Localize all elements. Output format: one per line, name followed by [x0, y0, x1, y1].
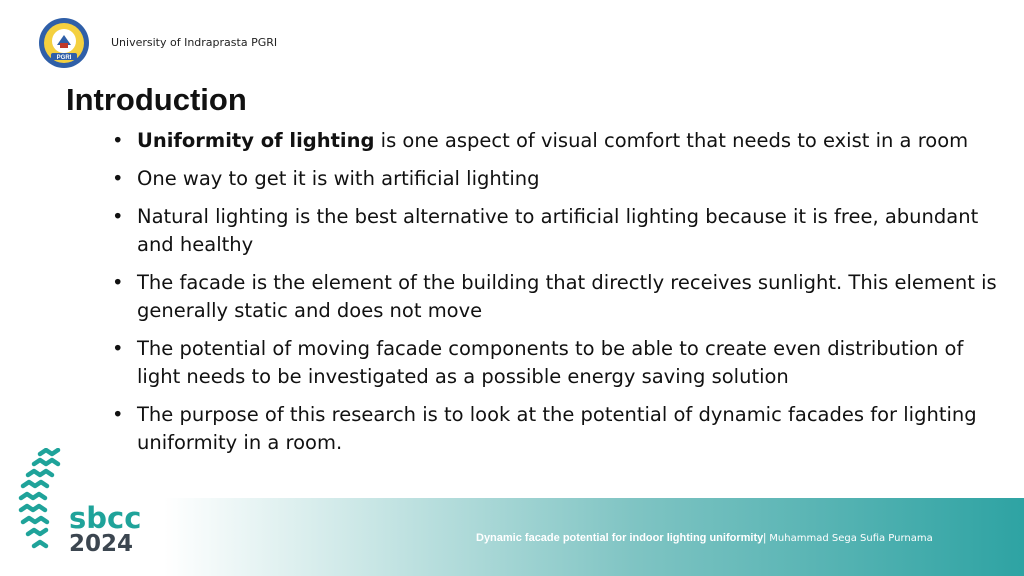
bullet-item	[112, 165, 1012, 193]
university-seal-icon	[38, 17, 90, 69]
bullet-dot: •	[112, 271, 124, 294]
logo-text: PGRI	[56, 55, 72, 61]
sbcc-wave-logo-icon	[18, 448, 143, 558]
bullet-item	[112, 401, 1012, 457]
university-name: University of Indraprasta PGRI	[111, 36, 278, 49]
brand-name: sbcc	[69, 501, 142, 535]
bullet-item	[112, 335, 1012, 391]
brand-year: 2024	[69, 531, 134, 557]
bullet-text: The purpose of this research is to look at the potential of dynamic facades for lighting uniformity in a room.	[137, 403, 977, 454]
bullet-dot: •	[112, 167, 124, 190]
presentation-title: Dynamic facade potential for indoor lighting uniformity	[476, 532, 764, 544]
footer-caption	[476, 532, 933, 544]
bullet-dot: •	[112, 403, 124, 426]
bullet-dot: •	[112, 129, 124, 152]
footer-separator: |	[763, 532, 767, 544]
bullet-text: One way to get it is with artificial lighting	[137, 167, 540, 190]
bullet-text: The potential of moving facade components to be able to create even distribution of light needs to be investigated as a possible energy saving solution	[137, 337, 964, 388]
bullet-item	[112, 269, 1012, 325]
slide-title: Introduction	[66, 82, 247, 117]
bullet-text: is one aspect of visual comfort that needs to exist in a room	[374, 129, 969, 152]
bullet-text: Natural lighting is the best alternative to artificial lighting because it is free, abundant and healthy	[137, 205, 979, 256]
bullet-dot: •	[112, 337, 124, 360]
bullet-bold-text: Uniformity of lighting	[137, 129, 375, 152]
bullet-dot: •	[112, 205, 124, 228]
bullet-item	[112, 203, 1012, 259]
bullet-item	[112, 127, 1012, 155]
bullet-text: The facade is the element of the building that directly receives sunlight. This element is generally static and does not move	[137, 271, 997, 322]
author-name: Muhammad Sega Sufia Purnama	[766, 533, 933, 544]
bullet-list	[112, 127, 1012, 467]
